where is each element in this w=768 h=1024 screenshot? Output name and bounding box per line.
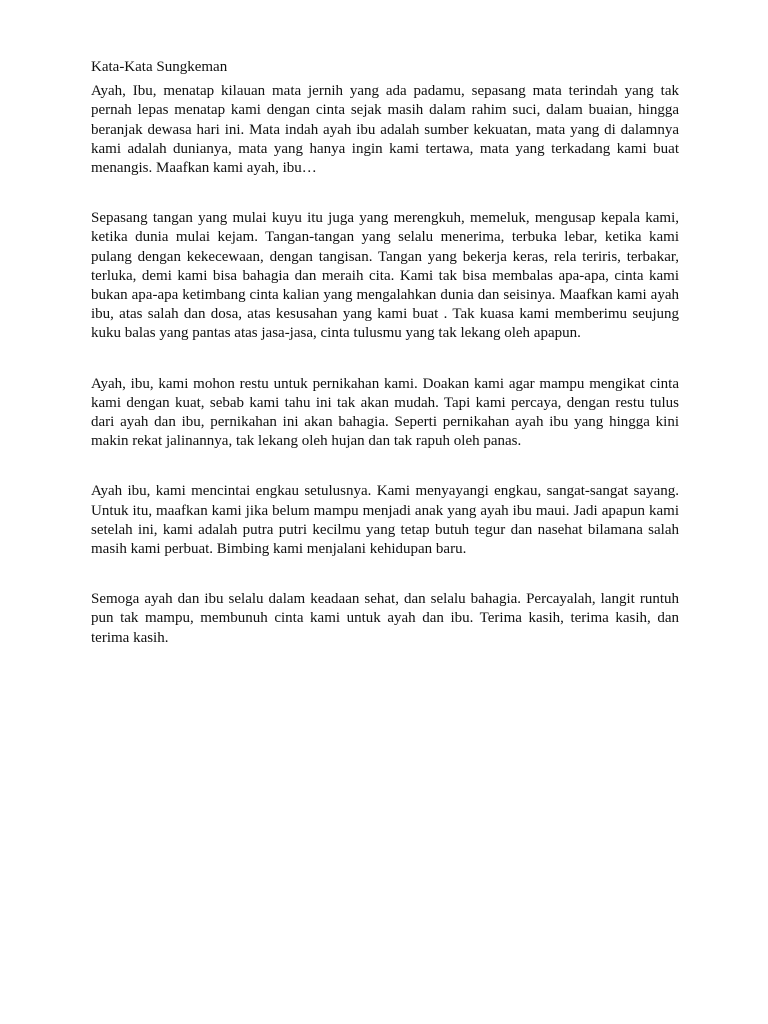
document-page xyxy=(91,58,679,679)
paragraph-4: Ayah ibu, kami mencintai engkau setulusnya. Kami menyayangi engkau, sangat-sangat sayang. Untuk itu, maafkan kami jika belum mampu menjadi anak yang ayah ibu maui. Jadi apapun kami setelah ini, kami adalah putra putri kecilmu yang tetap butuh tegur dan nasehat bilamana salah masih kami perbuat. Bimbing kami menjalani kehidupan baru. xyxy=(91,483,679,558)
paragraph-2: Sepasang tangan yang mulai kuyu itu juga yang merengkuh, memeluk, mengusap kepala kami, ketika dunia mulai kejam. Tangan-tangan yang selalu menerima, terbuka lebar, ketika kami pulang dengan kekecewaan, dengan tangisan. Tangan yang bekerja keras, rela teriris, terbakar, terluka, demi kami bisa bahagia dan meraih cita. Kami tak bisa membalas apa-apa, cinta kami bukan apa-apa ketimbang cinta kalian yang mengalahkan dunia dan seisinya. Maafkan kami ayah ibu, atas salah dan dosa, atas kesusahan yang kami buat . Tak kuasa kami memberimu seujung kuku balas yang pantas atas jasa-jasa, cinta tulusmu yang tak lekang oleh apapun. xyxy=(91,210,679,342)
paragraph-1: Ayah, Ibu, menatap kilauan mata jernih yang ada padamu, sepasang mata terindah yang tak pernah lepas menatap kami dengan cinta sejak masih dalam rahim suci, dalam buaian, hingga beranjak dewasa hari ini. Mata indah ayah ibu adalah sumber kekuatan, mata yang di dalamnya kami adalah dunianya, mata yang hanya ingin kami tertawa, mata yang terkadang kami buat menangis. Maafkan kami ayah, ibu… xyxy=(91,83,679,177)
paragraph-3: Ayah, ibu, kami mohon restu untuk pernikahan kami. Doakan kami agar mampu mengikat cinta kami dengan kuat, sebab kami tahu ini tak akan mudah. Tapi kami percaya, dengan restu tulus dari ayah dan ibu, pernikahan ini akan bahagia. Seperti pernikahan ayah ibu yang hingga kini makin rekat jalinannya, tak lekang oleh hujan dan tak rapuh oleh panas. xyxy=(91,375,679,450)
paragraph-5: Semoga ayah dan ibu selalu dalam keadaan sehat, dan selalu bahagia. Percayalah, langit runtuh pun tak mampu, membunuh cinta kami untuk ayah dan ibu. Terima kasih, terima kasih, dan terima kasih. xyxy=(91,591,679,646)
document-title: Kata-Kata Sungkeman xyxy=(91,59,228,75)
